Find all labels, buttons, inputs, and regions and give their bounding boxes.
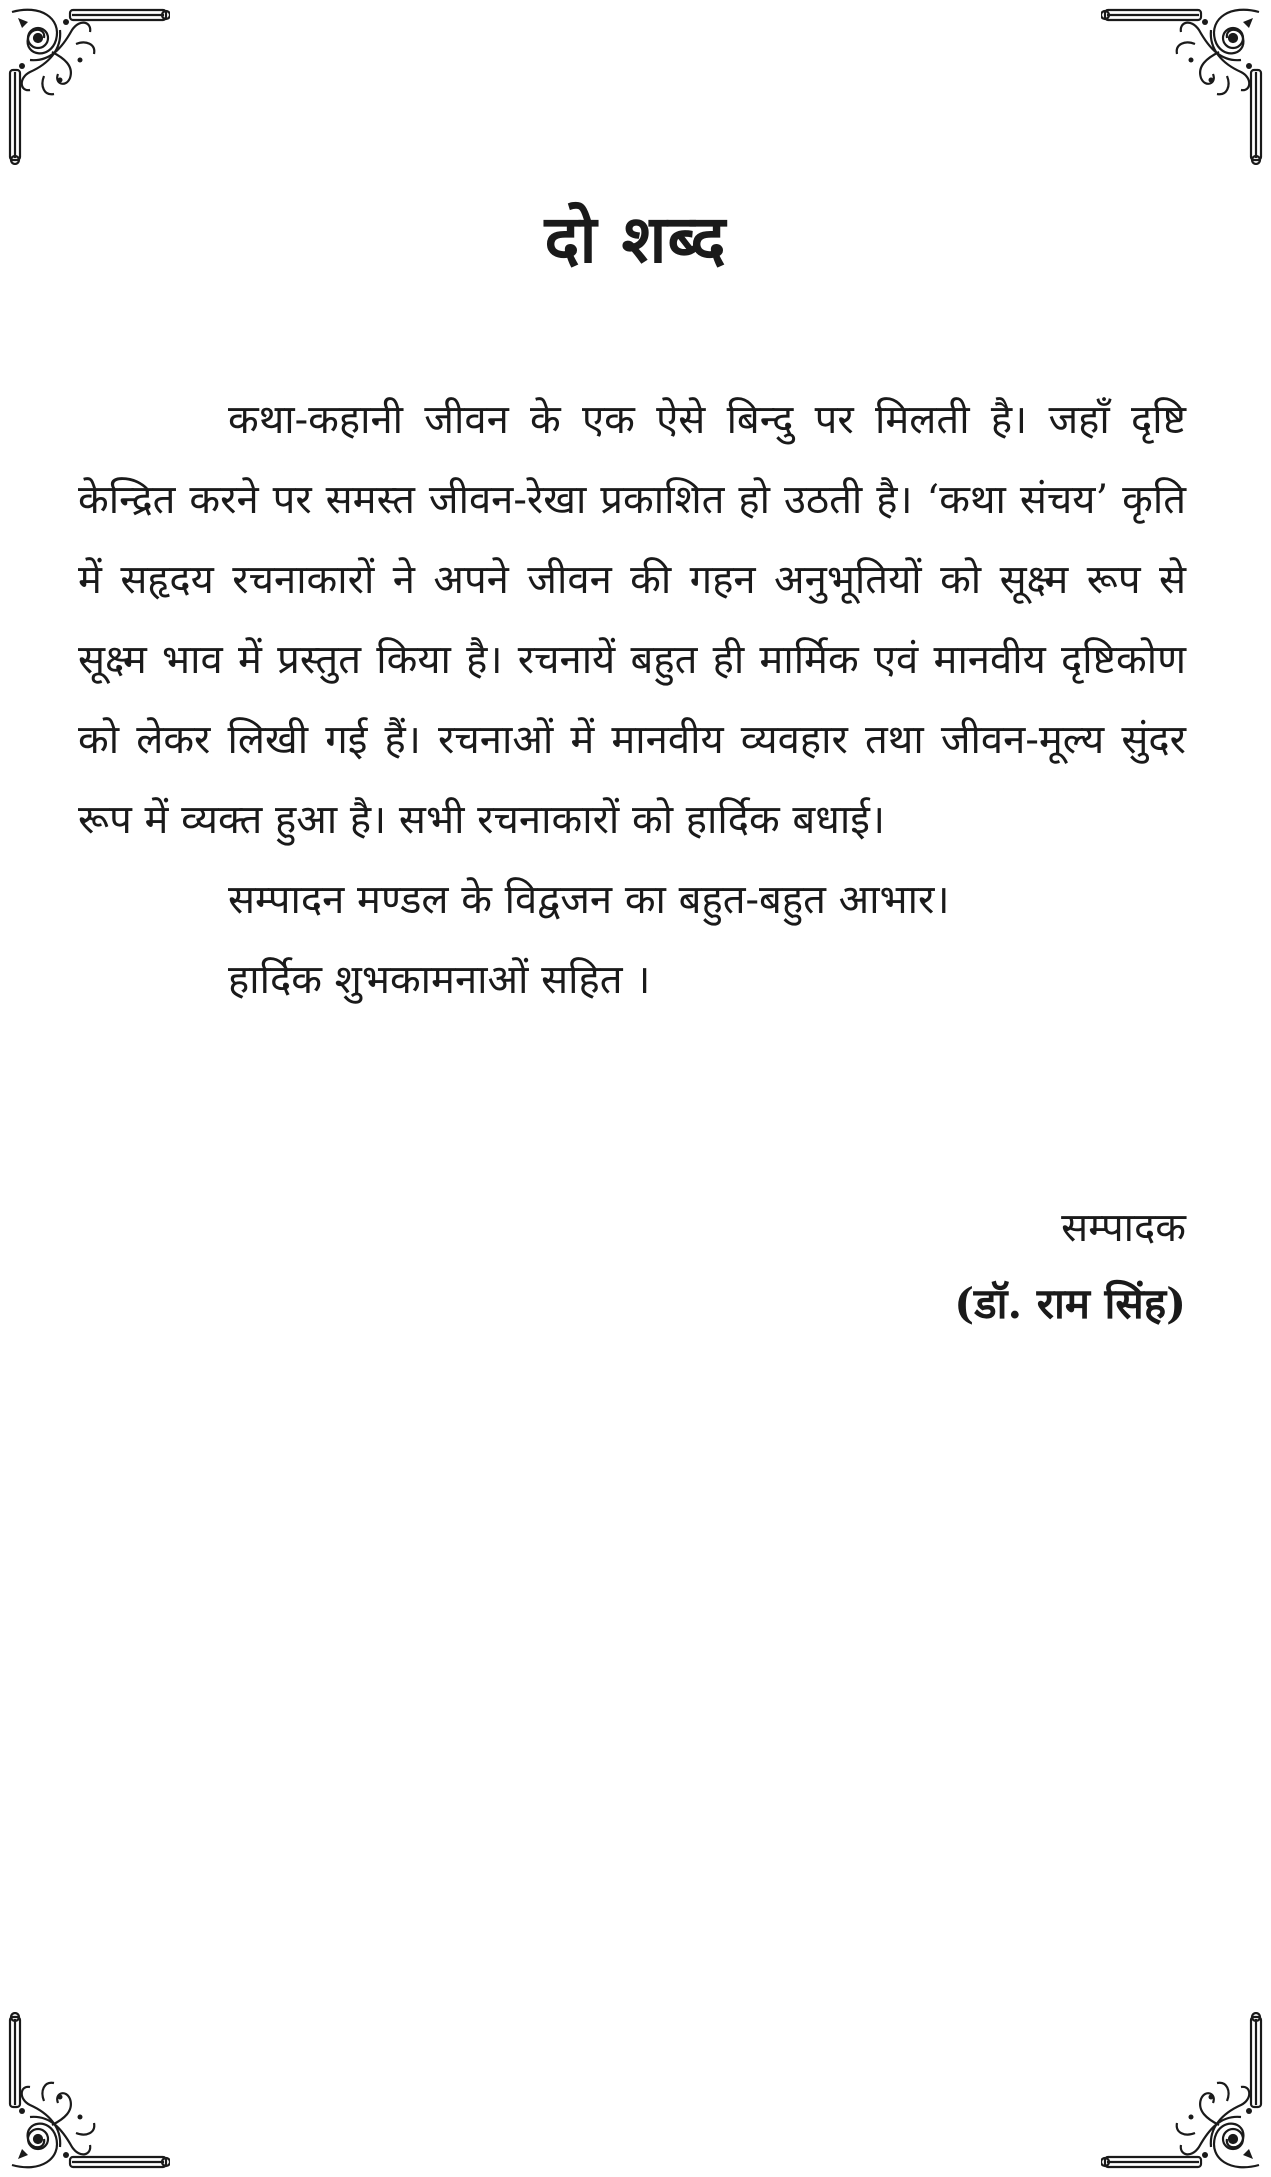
ornament-corner-top-left-icon <box>0 0 170 165</box>
signature-block <box>954 1190 1186 1342</box>
foreword-paragraph: कथा-कहानी जीवन के एक ऐसे बिन्दु पर मिलती है। जहाँ दृष्टि केन्द्रित करने पर समस्त जीवन-रेखा प्रकाशित हो उठती है। ‘कथा संचय’ कृति में सहृदय रचनाकारों ने अपने जीवन की गहन अनुभूतियों को सूक्ष्म रूप से सूक्ष्म भाव में प्रस्तुत किया है। रचनायें बहुत ही मार्मिक एवं मानवीय दृष्टिकोण को लेकर लिखी गई हैं। रचनाओं में मानवीय व्यवहार तथा जीवन-मूल्य सुंदर रूप में व्यक्त हुआ है। सभी रचनाकारों को हार्दिक बधाई। <box>78 397 1186 843</box>
ornament-corner-top-right-icon <box>1101 0 1271 165</box>
signature-role: सम्पादक <box>1061 1205 1186 1251</box>
ornament-corner-bottom-right-icon <box>1101 2012 1271 2177</box>
acknowledgement-line: सम्पादन मण्डल के विद्वजन का बहुत-बहुत आभार। <box>228 877 950 923</box>
wishes-line: हार्दिक शुभकामनाओं सहित । <box>228 957 651 1003</box>
signature-name: (डॉ. राम सिंह) <box>954 1279 1186 1328</box>
ornament-corner-bottom-left-icon <box>0 2012 170 2177</box>
page-title: दो शब्द <box>544 200 727 279</box>
foreword-body <box>78 380 1186 1020</box>
